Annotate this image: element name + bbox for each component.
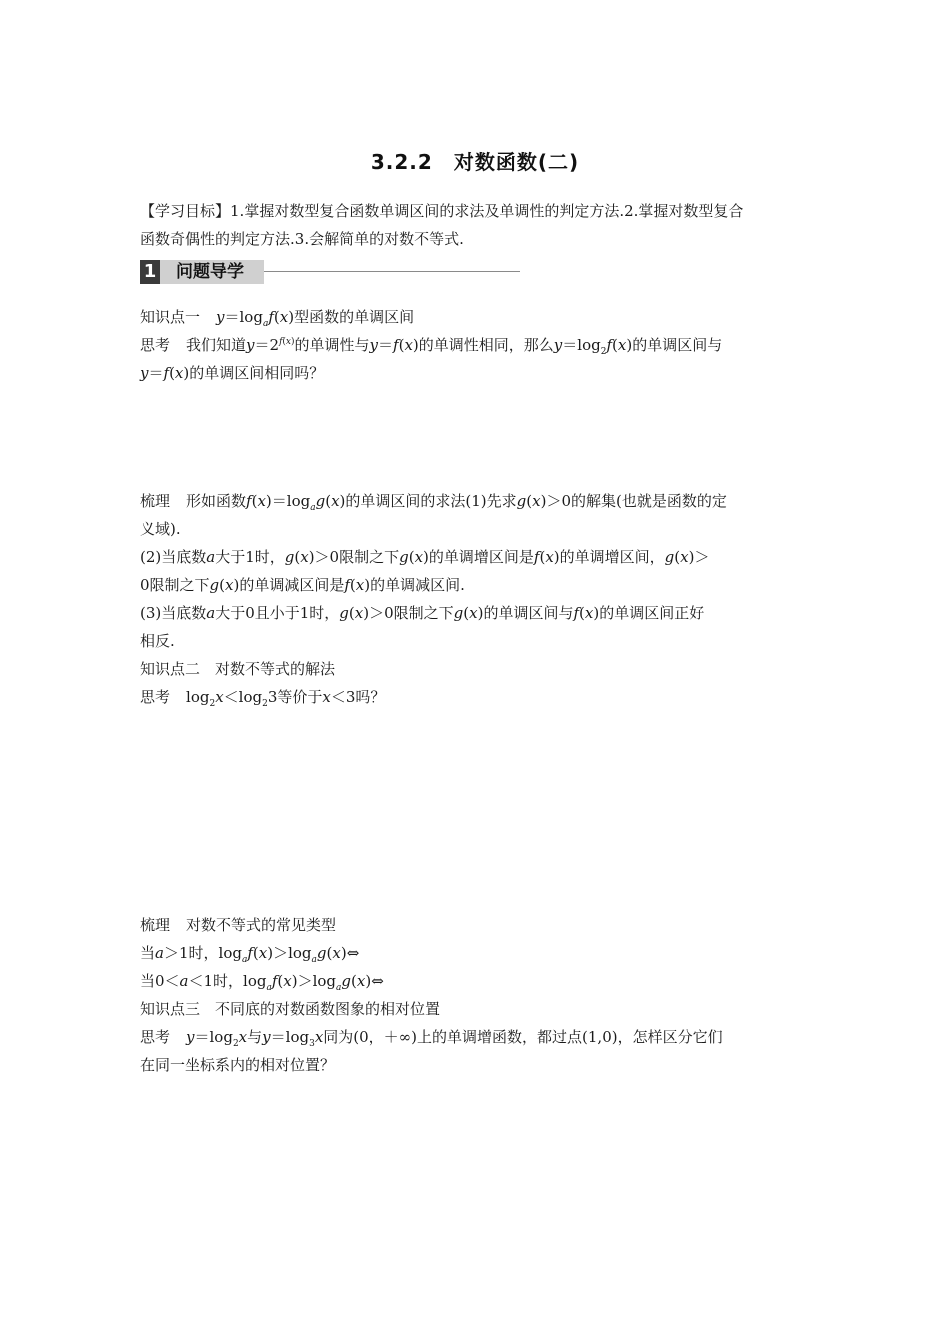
s1-a: 形如函数 <box>186 492 247 510</box>
knowledge-point-2-heading <box>140 658 812 680</box>
summary-1-line-2 <box>140 518 812 540</box>
knowledge-point-3-heading <box>140 998 812 1020</box>
s1-e5: 的单调增区间， <box>559 548 665 566</box>
learning-goals-line-1 <box>140 200 812 222</box>
s2-arrow-1: ⇔ <box>346 944 360 962</box>
kp3-c: 在同一坐标系内的相对位置？ <box>140 1056 336 1074</box>
kp1-label: 知识点一 <box>140 308 201 326</box>
s1-h: 相反. <box>140 632 175 650</box>
kp1-think-line-2: y＝f(x)的单调区间相同吗？ <box>140 364 325 382</box>
kp1-think-d: 的单调区间与 <box>632 336 723 354</box>
kp3-think-label: 思考 <box>140 1028 171 1046</box>
s1-f3: 的单调减区间. <box>370 576 465 594</box>
s1-f2: 的单调减区间是 <box>239 576 345 594</box>
summary-1-line-1: 梳理 形如函数$f(x)=\log_ag(x)$的单调区间的求法(1)先求g(x)＞0的解集(也就是函数的定 <box>140 492 727 513</box>
s1-g4: 的单调区间与 <box>483 604 574 622</box>
s1-b: 的单调区间的求法(1)先求 <box>345 492 517 510</box>
s1-g3: ＞0限制之下 <box>369 604 454 622</box>
section-header <box>140 260 520 284</box>
s2-l1-prefix: 当 <box>140 944 156 962</box>
s1-g2: 大于0且小于1时， <box>215 604 340 622</box>
kp3-heading-text: 知识点三 不同底的对数函数图象的相对位置 <box>140 1000 441 1018</box>
s2-l1-cond: ＞1时， <box>163 944 219 962</box>
s2-arrow-2: ⇔ <box>371 972 384 990</box>
s1-e4: 的单调增区间是 <box>428 548 534 566</box>
kp2-think-b: 等价于 <box>277 688 323 706</box>
kp2-think-c: 吗？ <box>355 688 386 706</box>
kp3-think-line-2 <box>140 1054 812 1076</box>
s1-e3: ＞0限制之下 <box>314 548 400 566</box>
kp1-think-b: 的单调性与 <box>294 336 370 354</box>
kp3-b: 同为(0，＋∞)上的单调增函数，都过点(1,0)，怎样区分它们 <box>323 1028 723 1046</box>
section-label: 问题导学 <box>176 262 244 282</box>
section-rule <box>264 271 520 272</box>
knowledge-point-1-heading: 知识点一 $y=\log_af(x)$型函数的单调区间 <box>140 308 415 329</box>
s1-f1: 0限制之下 <box>140 576 210 594</box>
section-number: 1 <box>140 260 160 284</box>
s1-g1: (3)当底数 <box>140 604 207 622</box>
s2-l2-cond: ＜1时， <box>188 972 244 990</box>
learning-goals-text-1: 1.掌握对数型复合函数单调区间的求法及单调性的判定方法.2.掌握对数型复合 <box>230 202 744 220</box>
learning-goals-line-2 <box>140 228 812 250</box>
page-title: 3.2.2 对数函数(二) <box>370 150 580 174</box>
summary-2-line-2: 当0＜a＜1时，$\log_af(x)>\log_ag(x)\Leftrightarrow$ <box>140 972 384 993</box>
summary-1-line-5: (3)当底数a大于0且小于1时，g(x)＞0限制之下g(x)的单调区间与f(x)的单调区间正好 <box>140 604 705 622</box>
s2-label: 梳理 <box>140 916 171 934</box>
think-label: 思考 <box>140 336 171 354</box>
summary-2-line-1: 当a＞1时，$\log_af(x)>\log_ag(x)\Leftrightarrow$ <box>140 944 360 965</box>
summary-2-heading <box>140 914 812 936</box>
summary-1-line-3: (2)当底数a大于1时，g(x)＞0限制之下g(x)的单调增区间是f(x)的单调增区间，g(x)＞ <box>140 548 710 566</box>
kp2-think-line: 思考 $\log_2x<\log_23$等价于x＜3吗？ <box>140 688 386 709</box>
s1-d: 义域). <box>140 520 181 538</box>
kp1-heading-text: 型函数的单调区间 <box>294 308 415 326</box>
kp1-think-e: 的单调区间相同吗？ <box>189 364 325 382</box>
kp2-think-label: 思考 <box>140 688 171 706</box>
kp3-think-line-1: 思考 $y=\log_2x$与$y=\log_3x$同为(0，＋∞)上的单调增函数，都过点(1,0)，怎样区分它们 <box>140 1028 723 1049</box>
s1-g5: 的单调区间正好 <box>599 604 705 622</box>
kp1-think-c: 的单调性相同，那么 <box>418 336 554 354</box>
summary-1-line-6 <box>140 630 812 652</box>
s1-e6: ＞ <box>694 548 710 566</box>
s1-c: ＞0的解集(也就是函数的定 <box>546 492 727 510</box>
s1-e1: (2)当底数 <box>140 548 207 566</box>
summary-label: 梳理 <box>140 492 171 510</box>
kp1-think-a: 我们知道 <box>186 336 247 354</box>
s2-l2-prefix: 当0＜ <box>140 972 180 990</box>
s2-heading: 对数不等式的常见类型 <box>186 916 337 934</box>
kp1-think-line-1: 思考 我们知道$y=2^{f(x)}$的单调性与y＝f(x)的单调性相同，那么$y=\log_2f(x)$的单调区间与 <box>140 336 723 357</box>
summary-1-line-4: 0限制之下g(x)的单调减区间是f(x)的单调减区间. <box>140 576 465 594</box>
learning-goals-tag: 【学习目标】 <box>140 202 231 220</box>
learning-goals-text-2: 函数奇偶性的判定方法.3.会解简单的对数不等式. <box>140 230 464 248</box>
kp3-a: 与 <box>247 1028 263 1046</box>
s1-e2: 大于1时， <box>215 548 285 566</box>
kp2-heading-text: 知识点二 对数不等式的解法 <box>140 660 336 678</box>
